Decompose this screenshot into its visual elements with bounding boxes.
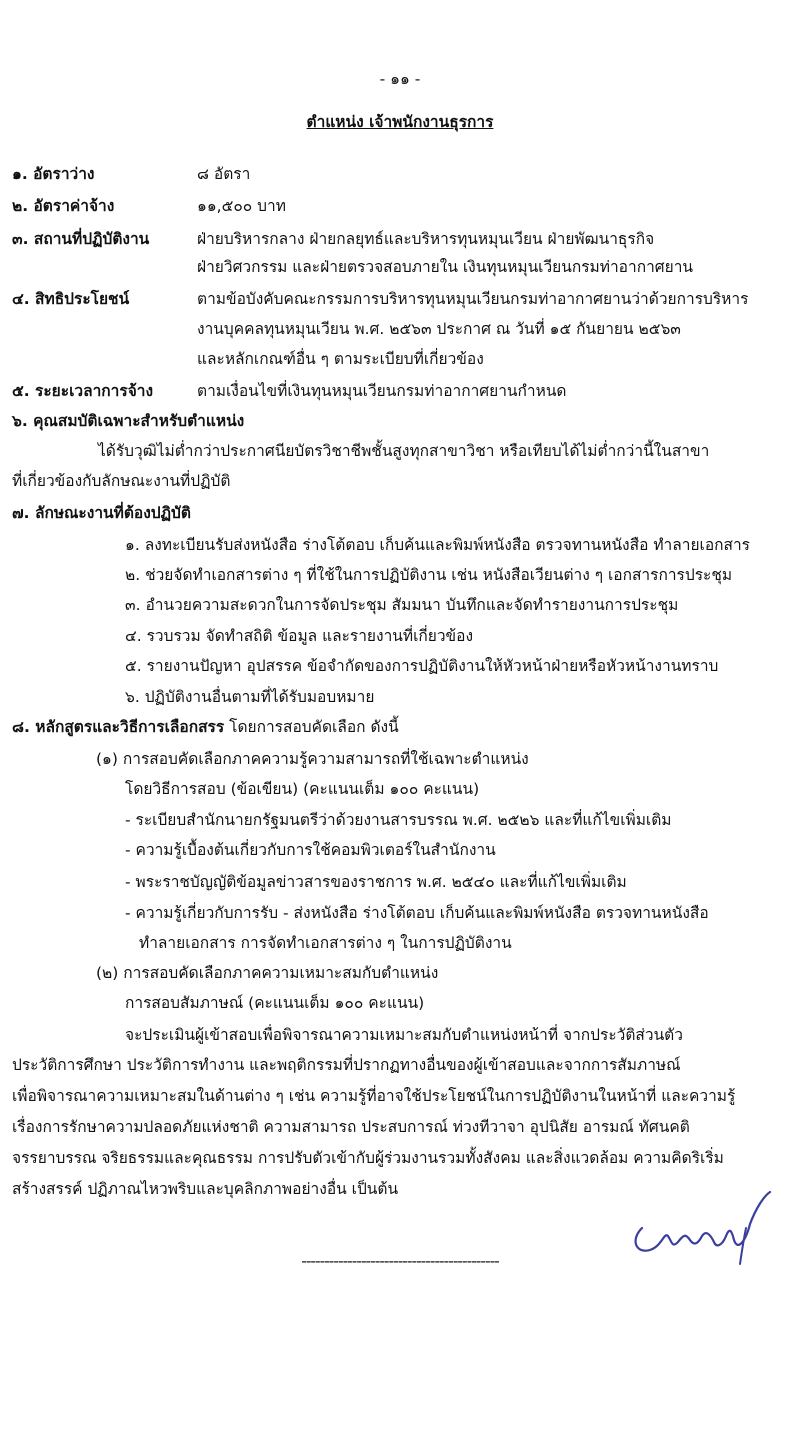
part2-paragraph-line: สร้างสรรค์ ปฏิภาณไหวพริบและบุคลิกภาพอย่างอื่น เป็นต้น xyxy=(12,1180,399,1198)
page-title xyxy=(0,115,800,131)
signature-stroke xyxy=(636,1192,770,1251)
benefits-label: ๔. สิทธิประโยชน์ xyxy=(12,290,130,308)
part1-topic: - พระราชบัญญัติข้อมูลข่าวสารของราชการ พ.ศ. ๒๕๔๐ และที่แก้ไขเพิ่มเติม xyxy=(125,873,627,891)
part2-paragraph-line: ประวัติการศึกษา ประวัติการทำงาน และพฤติกรรมที่ปรากฏทางอื่นของผู้เข้าสอบและจากการสัมภาษณ์ xyxy=(12,1056,681,1074)
duty-item: ๔. รวบรวม จัดทำสถิติ ข้อมูล และรายงานที่เกี่ยวข้อง xyxy=(125,627,474,645)
workplace-line: ฝ่ายวิศวกรรม และฝ่ายตรวจสอบภายใน เงินทุนหมุนเวียนกรมท่าอากาศยาน xyxy=(197,258,694,276)
duty-item: ๓. อำนวยความสะดวกในการจัดประชุม สัมมนา บันทึกและจัดทำรายงานการประชุม xyxy=(125,596,679,614)
part1-topic: - ความรู้เบื้องต้นเกี่ยวกับการใช้คอมพิวเตอร์ในสำนักงาน xyxy=(125,841,496,859)
part1-topic: - ความรู้เกี่ยวกับการรับ - ส่งหนังสือ ร่างโต้ตอบ เก็บค้นและพิมพ์หนังสือ ตรวจทานหนังสือ xyxy=(125,904,709,922)
benefits-line: งานบุคคลทุนหมุนเวียน พ.ศ. ๒๕๖๓ ประกาศ ณ วันที่ ๑๕ กันยายน ๒๕๖๓ xyxy=(197,320,681,338)
duty-item: ๖. ปฏิบัติงานอื่นตามที่ได้รับมอบหมาย xyxy=(125,688,375,706)
duty-item: ๒. ช่วยจัดทำเอกสารต่าง ๆ ที่ใช้ในการปฏิบัติงาน เช่น หนังสือเวียนต่าง ๆ เอกสารการประชุม xyxy=(125,566,733,584)
salary-label: ๒. อัตราค่าจ้าง xyxy=(12,197,115,215)
duty-item: ๕. รายงานปัญหา อุปสรรค ข้อจำกัดของการปฏิบัติงานให้หัวหน้าฝ่ายหรือหัวหน้างานทราบ xyxy=(125,657,719,675)
part2-method: การสอบสัมภาษณ์ (คะแนนเต็ม ๑๐๐ คะแนน) xyxy=(125,994,425,1012)
qualifications-line: ที่เกี่ยวข้องกับลักษณะงานที่ปฏิบัติ xyxy=(12,472,231,490)
duration-label: ๕. ระยะเวลาการจ้าง xyxy=(12,382,154,400)
selection-label-suffix: โดยการสอบคัดเลือก ดังนี้ xyxy=(224,718,399,736)
qualifications-label: ๖. คุณสมบัติเฉพาะสำหรับตำแหน่ง xyxy=(12,412,245,430)
part2-paragraph-line: จะประเมินผู้เข้าสอบเพื่อพิจารณาความเหมาะสมกับตำแหน่งหน้าที่ จากประวัติส่วนตัว xyxy=(125,1026,683,1044)
part1-topic-cont: ทำลายเอกสาร การจัดทำเอกสารต่าง ๆ ในการปฏิบัติงาน xyxy=(139,934,512,952)
part1-method: โดยวิธีการสอบ (ข้อเขียน) (คะแนนเต็ม ๑๐๐ คะแนน) xyxy=(125,780,480,798)
workplace-label: ๓. สถานที่ปฏิบัติงาน xyxy=(12,230,150,248)
title-text: ตำแหน่ง เจ้าพนักงานธุรการ xyxy=(306,113,494,131)
page-number: - ๑๑ - xyxy=(379,70,421,88)
part2-paragraph-line: เรื่องการรักษาความปลอดภัยแห่งชาติ ความสามารถ ประสบการณ์ ท่วงทีวาจา อุปนิสัย อารมณ์ ทัศนคติ xyxy=(12,1118,690,1136)
part2-paragraph-line: เพื่อพิจารณาความเหมาะสมในด้านต่าง ๆ เช่น ความรู้ที่อาจใช้ประโยชน์ในการปฏิบัติงานในหน้าที่ และความรู้ xyxy=(12,1087,736,1105)
benefits-line: ตามข้อบังคับคณะกรรมการบริหารทุนหมุนเวียนกรมท่าอากาศยานว่าด้วยการบริหาร xyxy=(197,290,749,308)
part1-topic: - ระเบียบสำนักนายกรัฐมนตรีว่าด้วยงานสารบรรณ พ.ศ. ๒๕๒๖ และที่แก้ไขเพิ่มเติม xyxy=(125,811,672,829)
vacancy-label: ๑. อัตราว่าง xyxy=(12,165,95,183)
footer-line: ------------------------------------------- xyxy=(301,1252,499,1270)
part1-heading: (๑) การสอบคัดเลือกภาคความรู้ความสามารถที่ใช้เฉพาะตำแหน่ง xyxy=(96,750,529,768)
duties-label: ๗. ลักษณะงานที่ต้องปฏิบัติ xyxy=(12,504,191,522)
benefits-line: และหลักเกณฑ์อื่น ๆ ตามระเบียบที่เกี่ยวข้อง xyxy=(197,350,484,368)
qualifications-line: ได้รับวุฒิไม่ต่ำกว่าประกาศนียบัตรวิชาชีพชั้นสูงทุกสาขาวิชา หรือเทียบได้ไม่ต่ำกว่านี้ในสาขา xyxy=(98,442,710,460)
selection-heading xyxy=(12,720,399,736)
workplace-line: ฝ่ายบริหารกลาง ฝ่ายกลยุทธ์และบริหารทุนหมุนเวียน ฝ่ายพัฒนาธุรกิจ xyxy=(197,230,655,248)
duty-item: ๑. ลงทะเบียนรับส่งหนังสือ ร่างโต้ตอบ เก็บค้นและพิมพ์หนังสือ ตรวจทานหนังสือ ทำลายเอกสาร xyxy=(125,536,751,554)
vacancy-value: ๘ อัตรา xyxy=(197,165,251,183)
part2-paragraph-line: จรรยาบรรณ จริยธรรมและคุณธรรม การปรับตัวเข้ากับผู้ร่วมงานรวมทั้งสังคม และสิ่งแวดล้อม ความคิดริเริ่ม xyxy=(12,1149,724,1167)
part2-heading: (๒) การสอบคัดเลือกภาคความเหมาะสมกับตำแหน่ง xyxy=(96,964,439,982)
salary-value: ๑๑,๕๐๐ บาท xyxy=(197,197,286,215)
duration-value: ตามเงื่อนไขที่เงินทุนหมุนเวียนกรมท่าอากาศยานกำหนด xyxy=(197,382,567,400)
selection-label: ๘. หลักสูตรและวิธีการเลือกสรร xyxy=(12,718,225,736)
